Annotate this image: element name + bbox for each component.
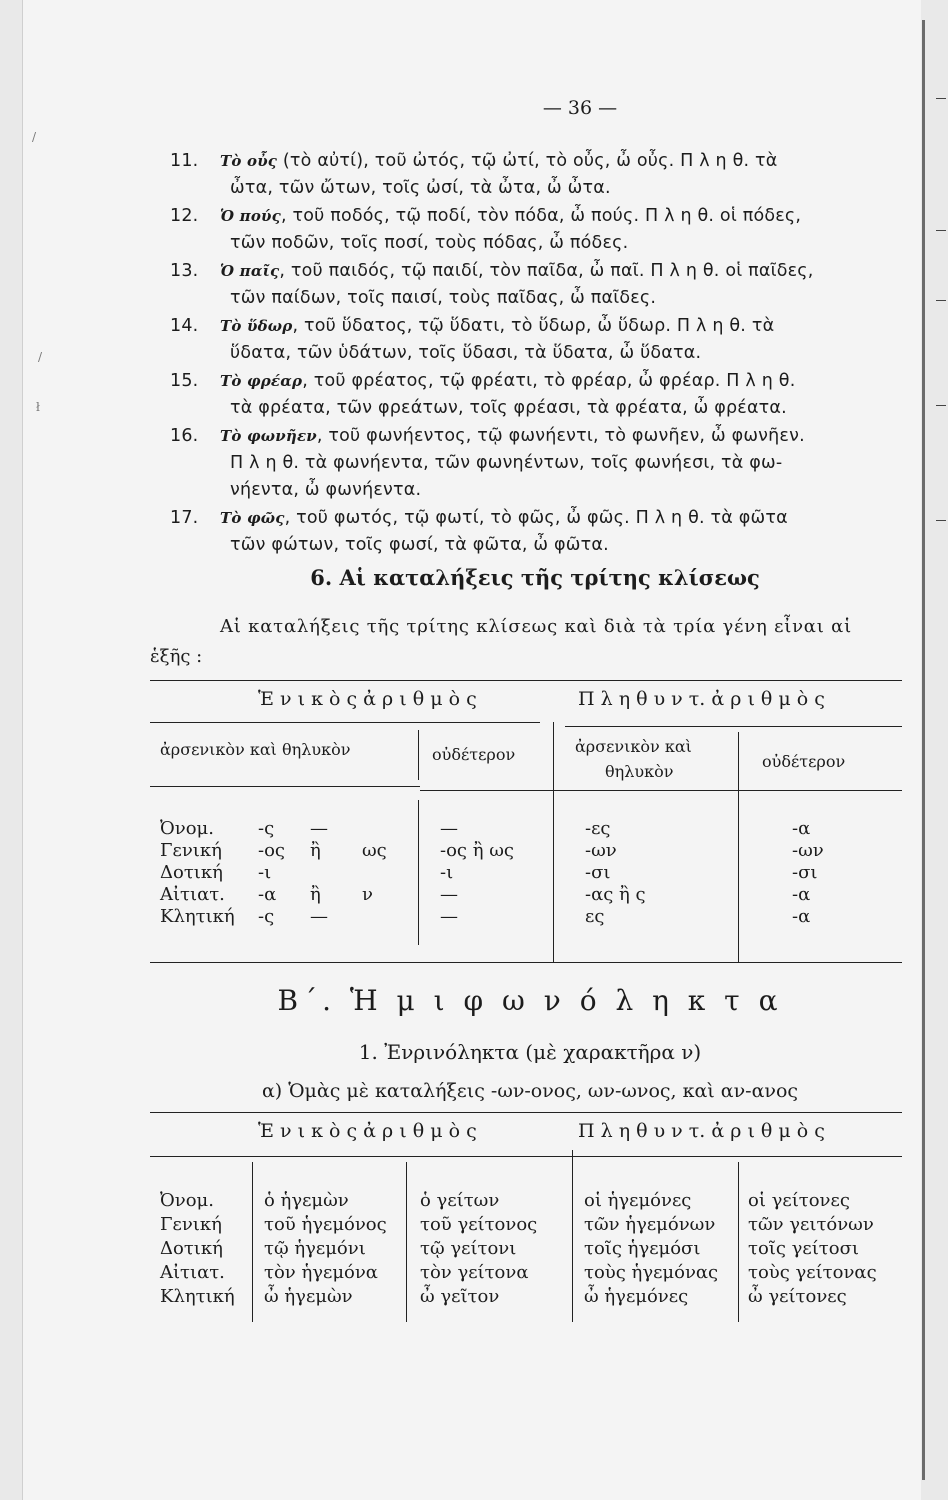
table2-sg-hegemon: τῷ ἡγεμόνι — [264, 1238, 366, 1259]
table1-sg-alt: ἢ — [310, 884, 321, 905]
table1-pl-neuter-ending: -α — [792, 818, 811, 839]
table1-sg-neuter-ending: — — [440, 906, 458, 927]
edge-mark — [936, 230, 946, 231]
edge-mark — [936, 405, 946, 406]
table2-sg-geiton: ὁ γείτων — [420, 1190, 500, 1211]
margin-scratch: / — [38, 350, 43, 364]
table2-sg-hegemon: ὦ ἡγεμὼν — [264, 1286, 353, 1307]
table1-sg-ending: -ι — [258, 862, 272, 883]
table1-sg-alt-ending: ως — [362, 840, 387, 861]
paragraph-15 — [150, 368, 920, 422]
table2-pl-hegemon: ὦ ἡγεμόνες — [584, 1286, 689, 1307]
table2-pl-hegemon: τοῖς ἡγεμόσι — [584, 1238, 701, 1259]
table1-sg-alt: ἢ — [310, 840, 321, 861]
paragraph-number: 17. — [170, 508, 199, 528]
table1-sg-ending: -ος — [258, 840, 285, 861]
table1-sg-neuter-ending: -ος ἢ ως — [440, 840, 514, 861]
table1-pl-neuter-ending: -α — [792, 884, 811, 905]
page-number: — 36 — — [542, 97, 618, 119]
paragraph-line: Τὸ φῶς, τοῦ φωτός, τῷ φωτί, τὸ φῶς, ὦ φῶς. Π λ η θ. τὰ φῶτα — [220, 508, 788, 528]
paragraph-number: 16. — [170, 426, 199, 446]
table2-case-label: Ὀνομ. — [160, 1190, 214, 1211]
margin-scratch: / — [32, 130, 37, 144]
intro-paragraph — [150, 612, 920, 672]
table1-sg-alt: — — [310, 818, 328, 839]
table2-sg-geiton: τοῦ γείτονος — [420, 1214, 538, 1235]
table1-sg-ending: -ς — [258, 906, 275, 927]
paragraph-number: 14. — [170, 316, 199, 336]
table2-pl-geiton: ὦ γείτονες — [748, 1286, 847, 1307]
paragraph-number: 11. — [170, 151, 199, 171]
table1-pl-ending: -ες — [585, 818, 611, 839]
paragraph-11 — [150, 148, 920, 202]
table2-singular-header: Ἑ ν ι κ ὸ ς ἀ ρ ι θ μ ὸ ς — [258, 1120, 477, 1142]
table1-case-label: Αἰτιατ. — [160, 884, 225, 905]
table1-col-pl-masc-fem-1: ἀρσενικὸν καὶ — [575, 737, 692, 756]
edge-mark — [936, 520, 946, 521]
paragraph-line: τῶν παίδων, τοῖς παισί, τοὺς παῖδας, ὦ παῖδες. — [230, 288, 657, 308]
table1-case-label: Ὀνομ. — [160, 818, 214, 839]
paragraph-14 — [150, 313, 920, 367]
paragraph-line: Ὁ πούς, τοῦ ποδός, τῷ ποδί, τὸν πόδα, ὦ πούς. Π λ η θ. οἱ πόδες, — [220, 206, 802, 226]
table1-singular-header: Ἑ ν ι κ ὸ ς ἀ ρ ι θ μ ὸ ς — [258, 688, 477, 710]
table1-case-label: Κλητική — [160, 906, 235, 927]
paragraph-line: Τὸ φρέαρ, τοῦ φρέατος, τῷ φρέατι, τὸ φρέαρ, ὦ φρέαρ. Π λ η θ. — [220, 371, 796, 391]
paragraph-number: 12. — [170, 206, 199, 226]
paragraph-number: 15. — [170, 371, 199, 391]
table2-pl-hegemon: τῶν ἡγεμόνων — [584, 1214, 716, 1235]
paragraph-13 — [150, 258, 920, 312]
table2-case-label: Δοτική — [160, 1238, 223, 1259]
table2-pl-geiton: τοῖς γείτοσι — [748, 1238, 859, 1259]
paragraph-line: νήεντα, ὦ φωνήεντα. — [230, 480, 422, 500]
paragraph-line: τῶν ποδῶν, τοῖς ποσί, τοὺς πόδας, ὦ πόδες. — [230, 233, 629, 253]
table1-pl-neuter-ending: -α — [792, 906, 811, 927]
table1-sg-neuter-ending: — — [440, 884, 458, 905]
paragraph-17 — [150, 505, 920, 559]
paragraph-line: Π λ η θ. τὰ φωνήεντα, τῶν φωνηέντων, τοῖς φωνήεσι, τὰ φω- — [230, 453, 783, 473]
table2-sg-geiton: τὸν γείτονα — [420, 1262, 529, 1283]
intro-line-2: ἑξῆς : — [150, 646, 203, 667]
table1-plural-header: Π λ η θ υ ν τ. ἀ ρ ι θ μ ὸ ς — [578, 688, 825, 710]
table1-pl-ending: -ων — [585, 840, 617, 861]
table2-pl-hegemon: τοὺς ἡγεμόνας — [584, 1262, 719, 1283]
table1-pl-neuter-ending: -σι — [792, 862, 818, 883]
table2-pl-geiton: τοὺς γείτονας — [748, 1262, 877, 1283]
table2-plural-header: Π λ η θ υ ν τ. ἀ ρ ι θ μ ὸ ς — [578, 1120, 825, 1142]
subheading-nasal-stems: 1. Ἐνρινόληκτα (μὲ χαρακτῆρα ν) — [358, 1040, 702, 1064]
table1-case-label: Δοτική — [160, 862, 223, 883]
paragraph-line: Τὸ ὕδωρ, τοῦ ὕδατος, τῷ ὕδατι, τὸ ὕδωρ, ὦ ὕδωρ. Π λ η θ. τὰ — [220, 316, 775, 336]
table2-pl-hegemon: οἱ ἡγεμόνες — [584, 1190, 692, 1211]
table2-sg-geiton: τῷ γείτονι — [420, 1238, 517, 1259]
table1-sg-ending: -α — [258, 884, 277, 905]
table1-pl-ending: -σι — [585, 862, 611, 883]
paragraph-line: ὕδατα, τῶν ὑδάτων, τοῖς ὕδασι, τὰ ὕδατα, ὦ ὕδατα. — [230, 343, 702, 363]
table1-pl-ending: ες — [585, 906, 605, 927]
table1-pl-neuter-ending: -ων — [792, 840, 824, 861]
table2-case-label: Γενική — [160, 1214, 222, 1235]
table2-case-label: Κλητική — [160, 1286, 235, 1307]
table2-sg-hegemon: τοῦ ἡγεμόνος — [264, 1214, 387, 1235]
table2-pl-geiton: τῶν γειτόνων — [748, 1214, 874, 1235]
table2-sg-hegemon: τὸν ἡγεμόνα — [264, 1262, 378, 1283]
paragraph-16 — [150, 423, 920, 504]
paragraph-12 — [150, 203, 920, 257]
table2-case-label: Αἰτιατ. — [160, 1262, 225, 1283]
table2-sg-geiton: ὦ γεῖτον — [420, 1286, 500, 1307]
table1-pl-ending: -ας ἢ ς — [585, 884, 646, 905]
paragraph-line: τὰ φρέατα, τῶν φρεάτων, τοῖς φρέασι, τὰ φρέατα, ὦ φρέατα. — [230, 398, 787, 418]
section-heading-b: Β΄. Ἡ μ ι φ ω ν ό λ η κ τ α — [277, 984, 783, 1017]
edge-mark — [936, 300, 946, 301]
table1-case-label: Γενική — [160, 840, 222, 861]
table1-sg-alt-ending: ν — [362, 884, 373, 905]
table1-col-neuter: οὐδέτερον — [432, 745, 516, 764]
subheading-group-a: α) Ὁμὰς μὲ καταλήξεις -ων-ονος, ων-ωνος, καὶ αν-ανος — [261, 1080, 799, 1102]
paragraph-line: τῶν φώτων, τοῖς φωσί, τὰ φῶτα, ὦ φῶτα. — [230, 535, 609, 555]
paragraph-line: Τὸ φωνῆεν, τοῦ φωνήεντος, τῷ φωνήεντι, τὸ φωνῆεν, ὦ φωνῆεν. — [220, 426, 805, 446]
table1-sg-alt: — — [310, 906, 328, 927]
paragraph-line: Τὸ οὖς (τὸ αὐτί), τοῦ ὠτός, τῷ ὠτί, τὸ οὖς, ὦ οὖς. Π λ η θ. τὰ — [220, 151, 778, 171]
paragraph-line: ὦτα, τῶν ὤτων, τοῖς ὠσί, τὰ ὦτα, ὦ ὦτα. — [230, 178, 611, 198]
margin-scratch: ł — [36, 400, 40, 414]
section-heading-6: 6. Αἱ καταλήξεις τῆς τρίτης κλίσεως — [310, 565, 760, 590]
table2-sg-hegemon: ὁ ἡγεμὼν — [264, 1190, 349, 1211]
paragraph-number: 13. — [170, 261, 199, 281]
paragraph-line: Ὁ παῖς, τοῦ παιδός, τῷ παιδί, τὸν παῖδα, ὦ παῖ. Π λ η θ. οἱ παῖδες, — [220, 261, 814, 281]
table1-sg-ending: -ς — [258, 818, 275, 839]
table2-pl-geiton: οἱ γείτονες — [748, 1190, 850, 1211]
table1-sg-neuter-ending: -ι — [440, 862, 454, 883]
intro-line-1: Αἱ καταλήξεις τῆς τρίτης κλίσεως καὶ διὰ τὰ τρία γένη εἶναι αἱ — [220, 616, 852, 637]
page-edge-shadow — [922, 20, 925, 1480]
table1-col-masc-fem: ἀρσενικὸν καὶ θηλυκὸν — [160, 740, 351, 759]
table1-col-pl-neuter: οὐδέτερον — [762, 752, 846, 771]
table1-sg-neuter-ending: — — [440, 818, 458, 839]
table1-col-pl-masc-fem-2: θηλυκὸν — [605, 762, 674, 781]
